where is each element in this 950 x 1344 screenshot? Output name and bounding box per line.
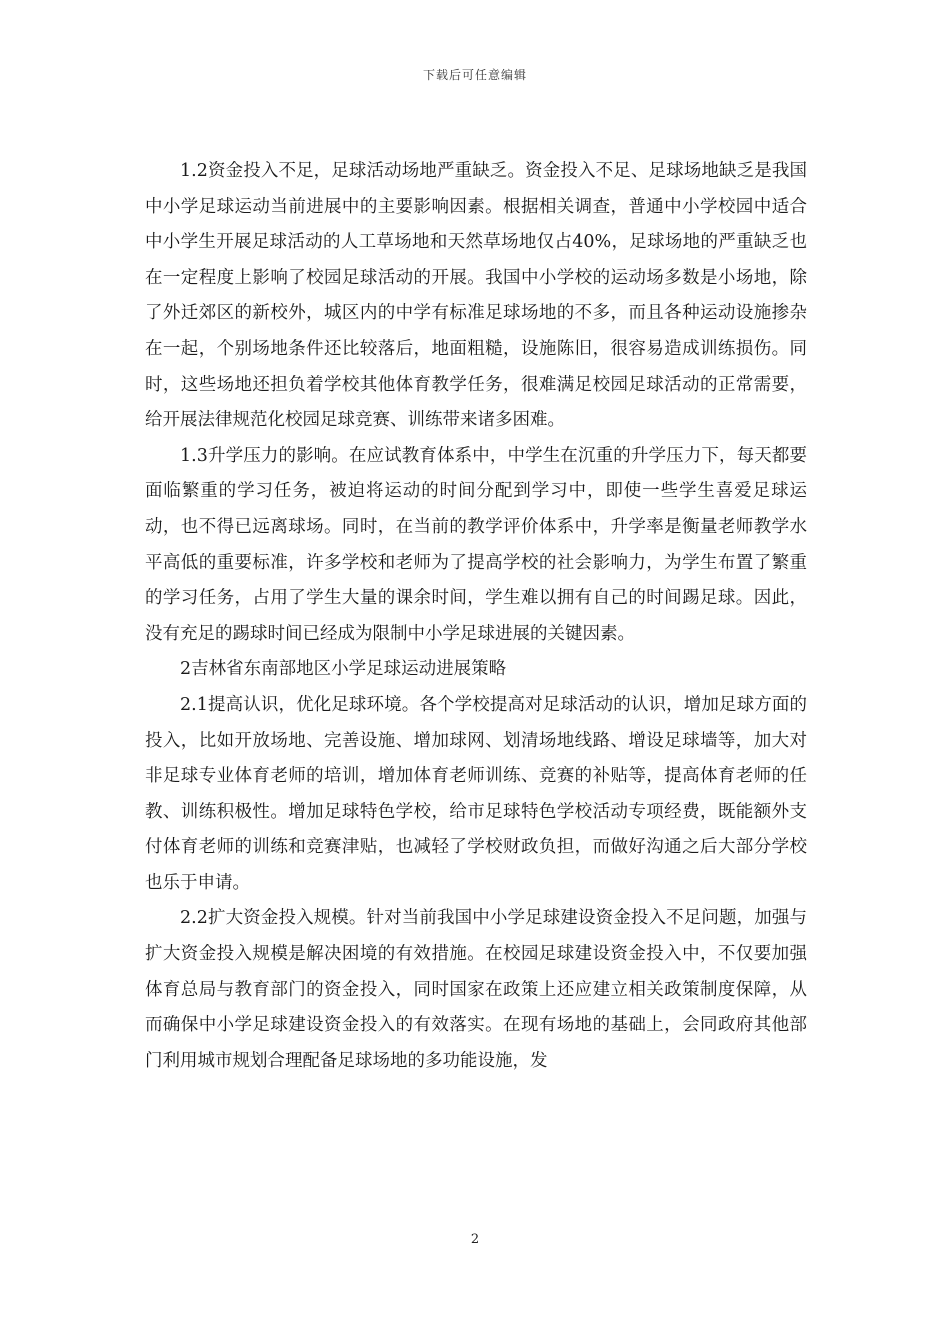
section-heading-2: 2吉林省东南部地区小学足球运动进展策略 [180,659,507,680]
paragraph-1-2-funding: 1.2资金投入不足，足球活动场地严重缺乏。资金投入不足、足球场地缺乏是我国中小学足球运动当前进展中的主要影响因素。根据相关调查，普通中小学校园中适合中小学生开展足球活动的人工草场地和天然草场地仅占40%，足球场地的严重缺乏也在一定程度上影响了校园足球活动的开展。我国中小学校的运动场多数是小场地，除了外迁郊区的新校外，城区内的中学有标准足球场地的不多，而且各种运动设施掺杂在一起，个别场地条件还比较落后，地面粗糙，设施陈旧，很容易造成训练损伤。同时，这些场地还担负着学校其他体育教学任务，很难满足校园足球活动的正常需要，给开展法律规范化校园足球竞赛、训练带来诸多困难。 [145,161,807,431]
paragraph-2-2-investment: 2.2扩大资金投入规模。针对当前我国中小学足球建设资金投入不足问题，加强与扩大资金投入规模是解决困境的有效措施。在校园足球建设资金投入中，不仅要加强体育总局与教育部门的资金投入，同时国家在政策上还应建立相关政策制度保障，从而确保中小学足球建设资金投入的有效落实。在现有场地的基础上，会同政府其他部门利用城市规划合理配备足球场地的多功能设施，发 [145,908,807,1071]
paragraph-2-1-awareness: 2.1提高认识，优化足球环境。各个学校提高对足球活动的认识，增加足球方面的投入，比如开放场地、完善设施、增加球网、划清场地线路、增设足球墙等，加大对非足球专业体育老师的培训，增加体育老师训练、竞赛的补贴等，提高体育老师的任教、训练积极性。增加足球特色学校，给市足球特色学校活动专项经费，既能额外支付体育老师的训练和竞赛津贴，也减轻了学校财政负担，而做好沟通之后大部分学校也乐于申请。 [145,694,807,893]
paragraph-1-3-exam-pressure: 1.3升学压力的影响。在应试教育体系中，中学生在沉重的升学压力下，每天都要面临繁重的学习任务，被迫将运动的时间分配到学习中，即使一些学生喜爱足球运动，也不得已远离球场。同时，在当前的教学评价体系中，升学率是衡量老师教学水平高低的重要标准，许多学校和老师为了提高学校的社会影响力，为学生布置了繁重的学习任务，占用了学生大量的课余时间，学生难以拥有自己的时间踢足球。因此，没有充足的踢球时间已经成为限制中小学足球进展的关键因素。 [145,445,807,644]
page-header: 下载后可任意编辑 [422,68,527,82]
document-body [145,154,807,1079]
page-number: 2 [470,1232,480,1247]
